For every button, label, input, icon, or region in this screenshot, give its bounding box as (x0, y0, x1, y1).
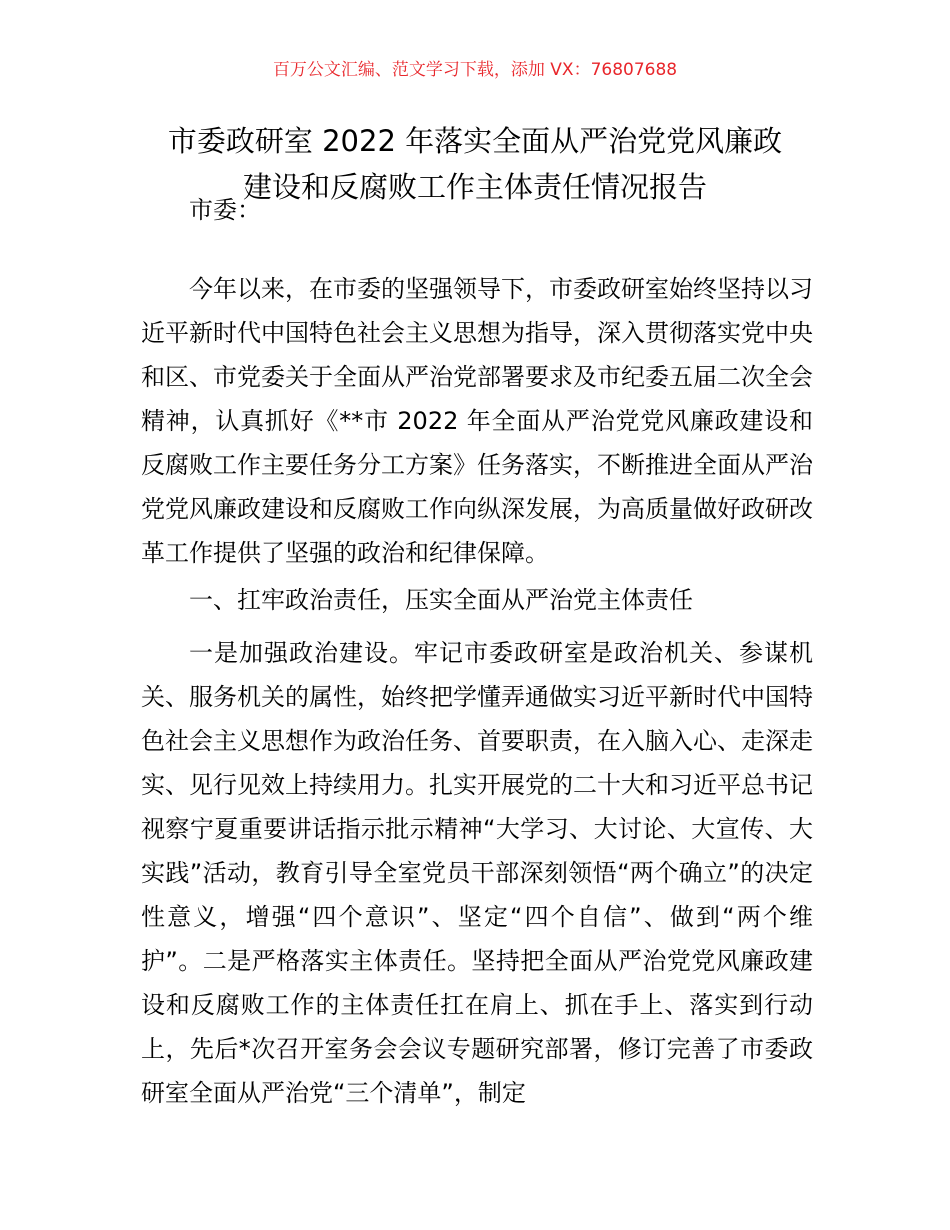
section-body-block (141, 631, 813, 1115)
section-1-heading: 一、扛牢政治责任，压实全面从严治党主体责任 (189, 586, 693, 614)
intro-paragraph-block (141, 267, 813, 575)
title-line-1: 市委政研室 2022 年落实全面从严治党党风廉政 (167, 124, 783, 158)
intro-paragraph: 今年以来，在市委的坚强领导下，市委政研室始终坚持以习近平新时代中国特色社会主义思想为指导，深入贯彻落实党中央和区、市党委关于全面从严治党部署要求及市纪委五届二次全会精神，认真抓好《**市 2022 年全面从严治党党风廉政建设和反腐败工作主要任务分工方案》任务落实，不断推进全面从严治党党风廉政建设和反腐败工作向纵深发展，为高质量做好政研改革工作提供了坚强的政治和纪律保障。 (141, 275, 813, 567)
salutation: 市委： (189, 196, 261, 224)
section-heading-block (141, 578, 813, 622)
title-line-2: 建设和反腐败工作主体责任情况报告 (242, 170, 707, 204)
salutation-block (141, 188, 813, 232)
section-1-paragraph: 一是加强政治建设。牢记市委政研室是政治机关、参谋机关、服务机关的属性，始终把学懂弄通做实习近平新时代中国特色社会主义思想作为政治任务、首要职责，在入脑入心、走深走实、见行见效上持续用力。扎实开展党的二十大和习近平总书记视察宁夏重要讲话指示批示精神“大学习、大讨论、大宣传、大实践”活动，教育引导全室党员干部深刻领悟“两个确立”的决定性意义，增强“四个意识”、坚定“四个自信”、做到“两个维护”。二是严格落实主体责任。坚持把全面从严治党党风廉政建设和反腐败工作的主体责任扛在肩上、抓在手上、落实到行动上，先后*次召开室务会会议专题研究部署，修订完善了市委政研室全面从严治党“三个清单”，制定 (141, 639, 813, 1107)
watermark-banner: 百万公文汇编、范文学习下载，添加 VX：76807688 (272, 60, 678, 80)
